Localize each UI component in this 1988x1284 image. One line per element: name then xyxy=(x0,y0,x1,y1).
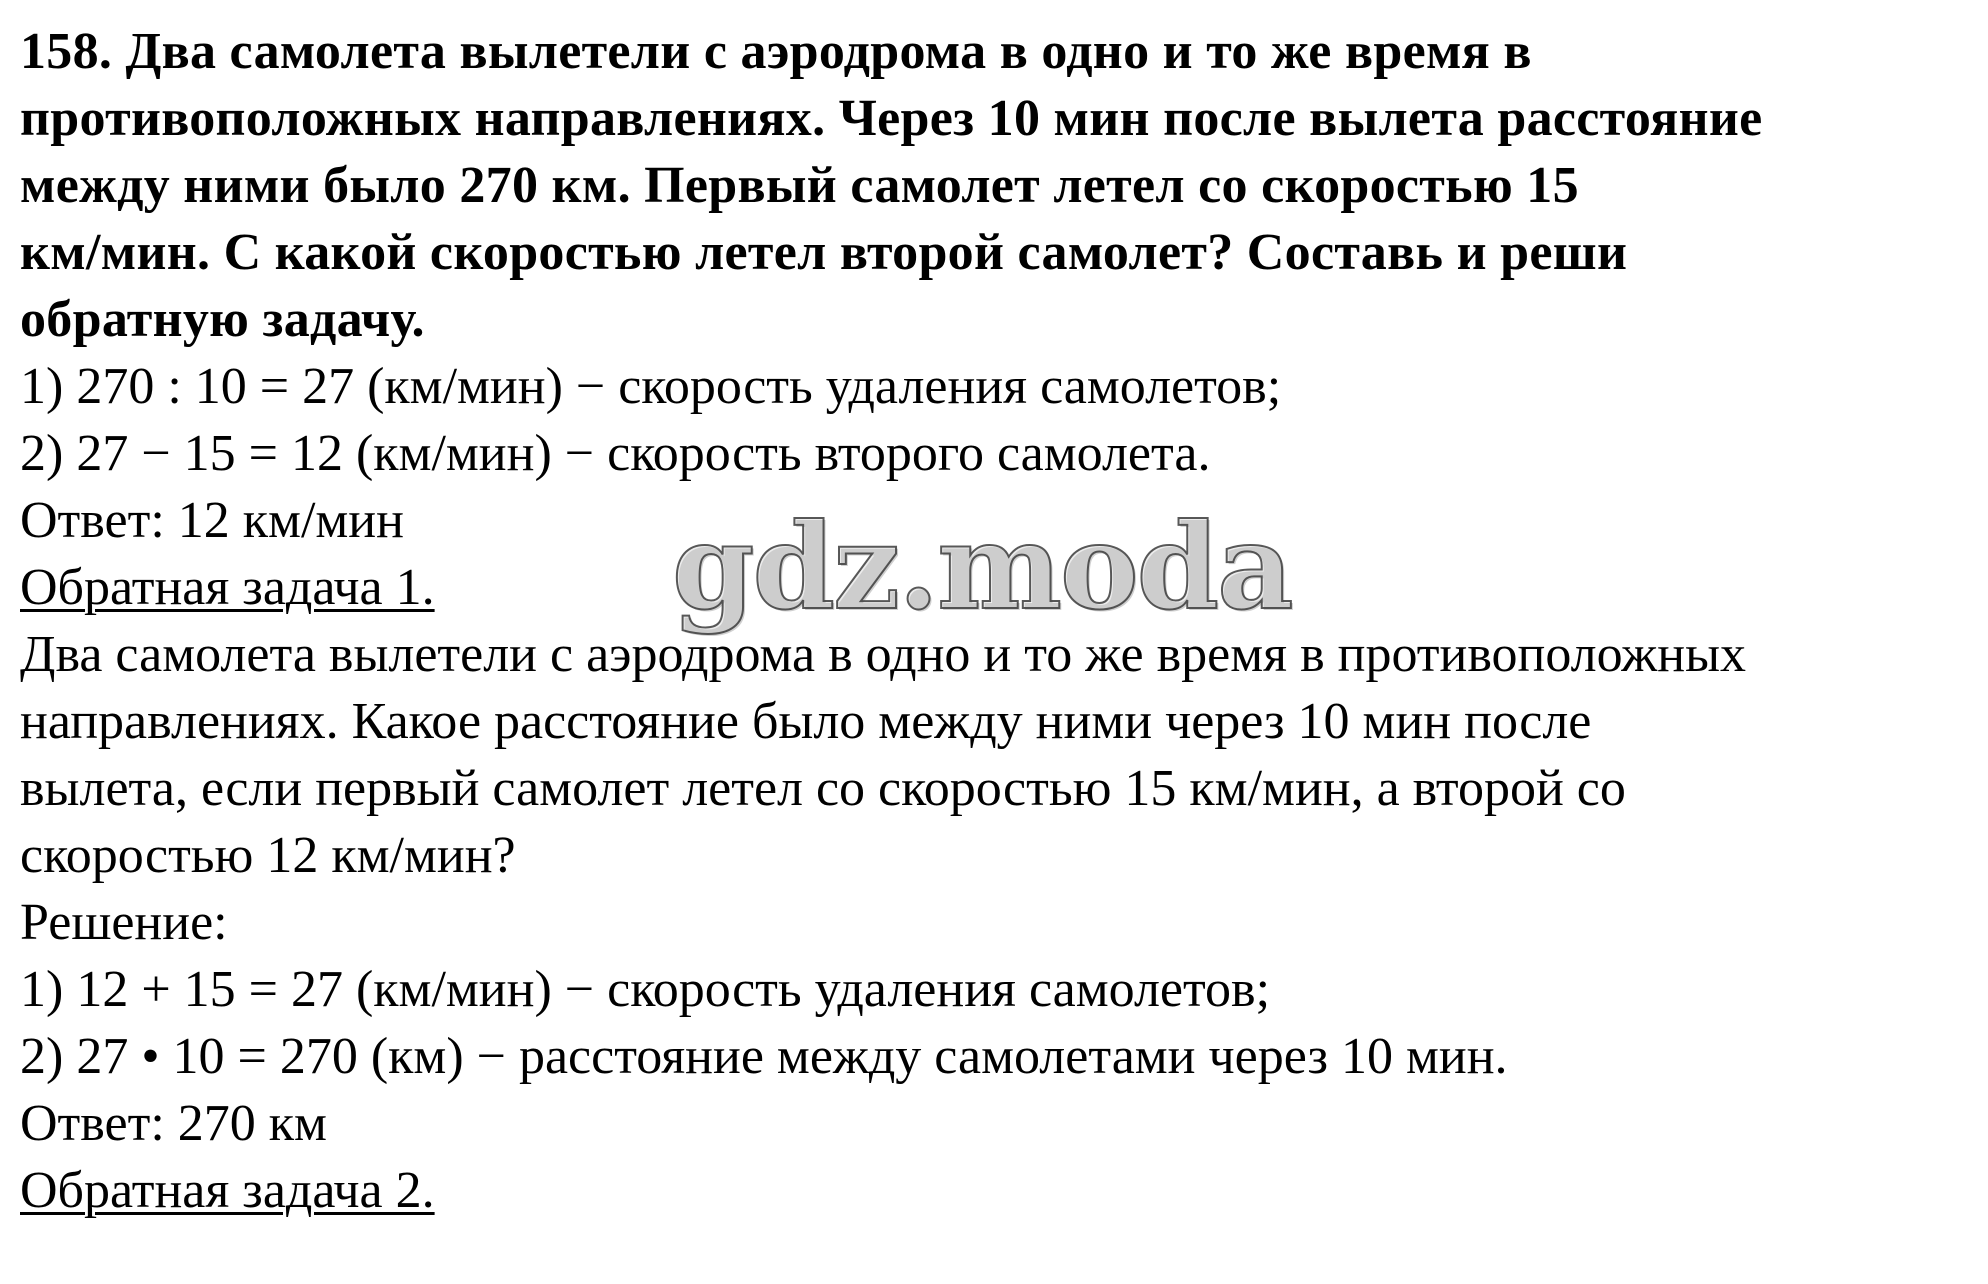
inverse-task-1-heading: Обратная задача 1. xyxy=(20,559,435,616)
inverse-task-1-line-2: направлениях. Какое расстояние было между ними через 10 мин после xyxy=(20,693,1592,750)
inverse-task-1-line-1: Два самолета вылетели с аэродрома в одно и то же время в противоположных xyxy=(20,626,1747,683)
inverse-task-1-step-2: 2) 27 • 10 = 270 (км) − расстояние между самолетами через 10 мин. xyxy=(20,1028,1508,1085)
inverse-task-1-line-4: скоростью 12 км/мин? xyxy=(20,827,516,884)
inverse-task-1-solution-label: Решение: xyxy=(20,894,228,951)
problem-line-1: 158. Два самолета вылетели с аэродрома в одно и то же время в xyxy=(20,23,1532,80)
problem-line-5: обратную задачу. xyxy=(20,291,425,348)
solution-answer: Ответ: 12 км/мин xyxy=(20,492,404,549)
solution-step-2: 2) 27 − 15 = 12 (км/мин) − скорость второго самолета. xyxy=(20,425,1211,482)
problem-line-3: между ними было 270 км. Первый самолет летел со скоростью 15 xyxy=(20,157,1579,214)
inverse-task-1-line-3: вылета, если первый самолет летел со скоростью 15 км/мин, а второй со xyxy=(20,760,1626,817)
inverse-task-1-step-1: 1) 12 + 15 = 27 (км/мин) − скорость удаления самолетов; xyxy=(20,961,1271,1018)
problem-line-4: км/мин. С какой скоростью летел второй самолет? Составь и реши xyxy=(20,224,1628,281)
problem-line-2: противоположных направлениях. Через 10 мин после вылета расстояние xyxy=(20,90,1763,147)
solution-step-1: 1) 270 : 10 = 27 (км/мин) − скорость удаления самолетов; xyxy=(20,358,1282,415)
watermark-logo: gdz.moda xyxy=(672,497,1292,636)
inverse-task-1-answer: Ответ: 270 км xyxy=(20,1095,327,1152)
inverse-task-2-heading: Обратная задача 2. xyxy=(20,1162,435,1219)
